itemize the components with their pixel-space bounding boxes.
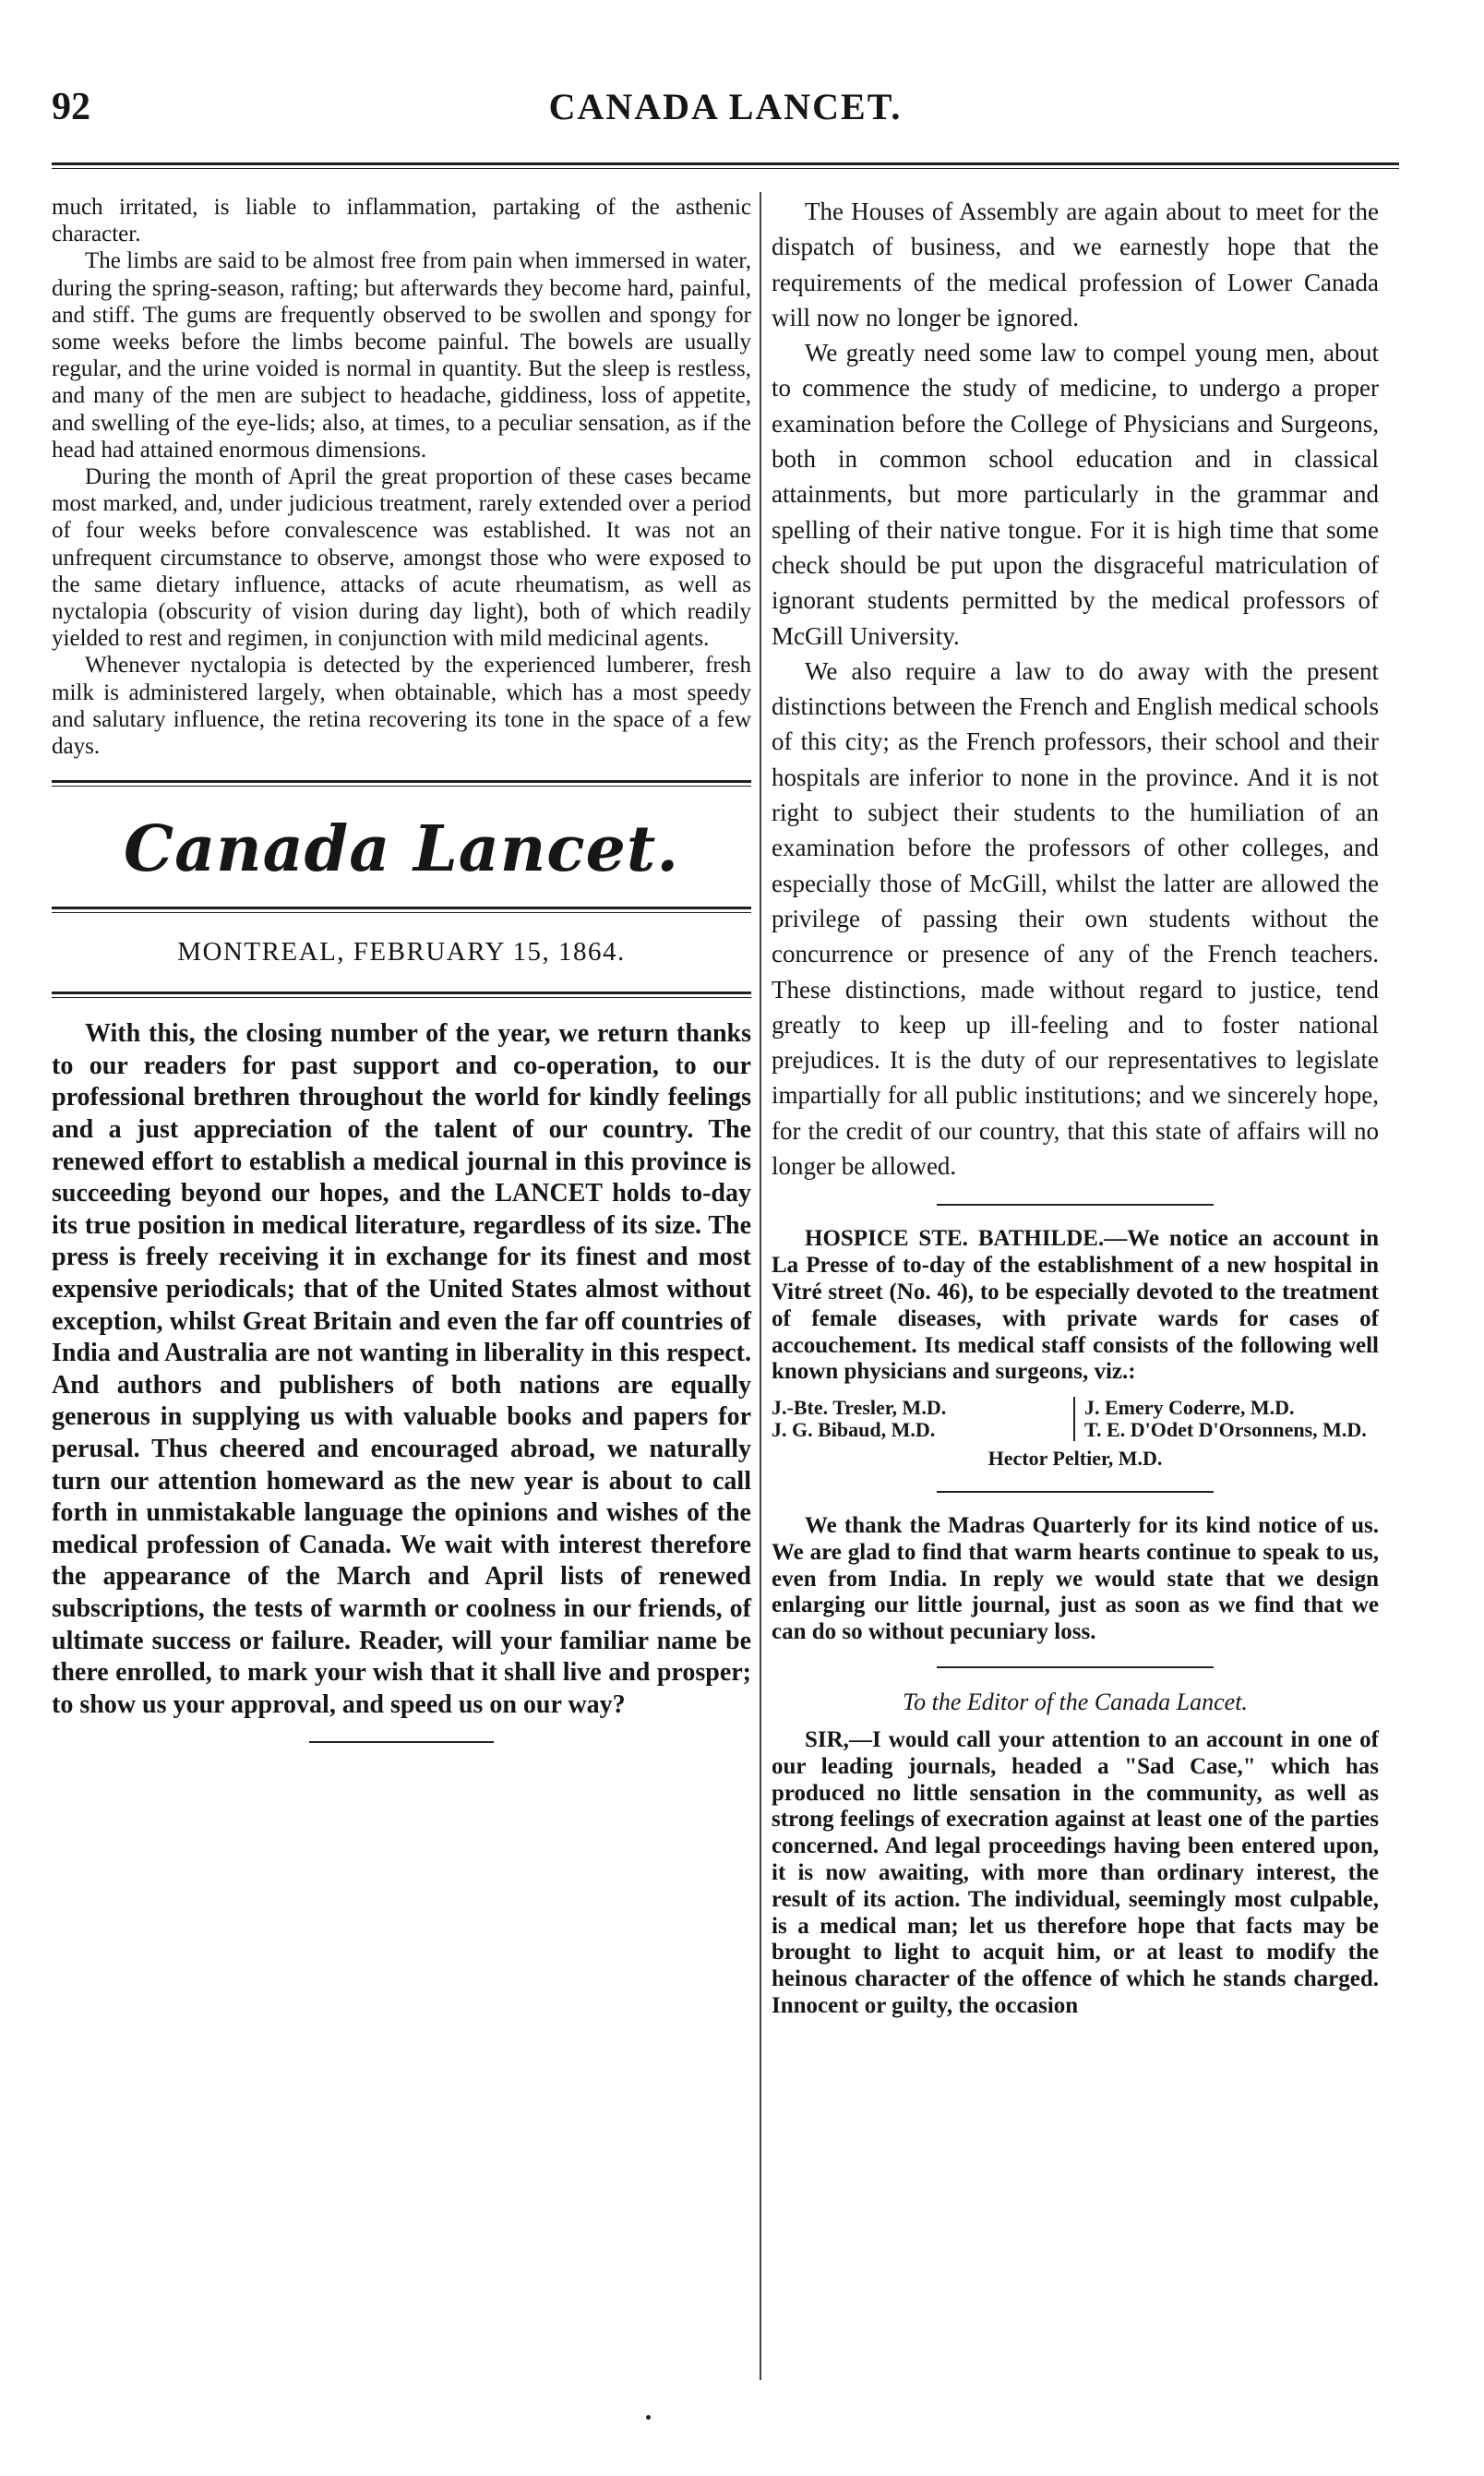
masthead-rule-bottom xyxy=(52,907,751,913)
letter-salutation: SIR, xyxy=(805,1727,849,1753)
left-column xyxy=(52,194,751,1763)
medical-staff-list xyxy=(772,1397,1379,1441)
page-header xyxy=(52,85,1399,137)
header-rule-thin xyxy=(52,168,1399,169)
section-rule xyxy=(937,1491,1214,1493)
hospice-notice xyxy=(772,1226,1379,1386)
letter-body xyxy=(772,1727,1379,2020)
column-divider xyxy=(760,192,761,2380)
article-continuation: much irritated, is liable to inflammation, partaking of the asthenic character. xyxy=(52,195,751,247)
letter-heading: To the Editor of the Canada Lancet. xyxy=(903,1689,1248,1716)
masthead-rule-top xyxy=(52,780,751,787)
article-paragraph: We greatly need some law to compel young men, about to commence the study of medicine, to undergo a proper examination before the College of Physicians and Surgeons, both in common school education and in classical attainments, but more particularly in the grammar and spelling of their native tongue. For it is high time that some check should be put upon the disgraceful matriculation of ignorant students permitted by the medical professors of McGill University. xyxy=(772,339,1379,650)
hospice-title: HOSPICE STE. BATHILDE. xyxy=(805,1226,1105,1252)
right-column xyxy=(772,194,1379,2020)
staff-name: Hector Peltier, M.D. xyxy=(987,1447,1163,1471)
staff-name: J. Emery Coderre, M.D. xyxy=(1084,1396,1295,1420)
page-dot xyxy=(646,2415,651,2420)
hospice-text: —We notice an account in La Presse of to-day of the establishment of a new hospital in Vitré street (No. 46), to be especially devoted to the treatment of female diseases, with private wards for cases of accouchement. Its medical staff consists of the following well known physicians and surgeons, viz.: xyxy=(772,1226,1379,1385)
article-paragraph: The limbs are said to be almost free from pain when immersed in water, during the spring-season, rafting; but afterwards they become hard, painful, and stiff. The gums are frequently observed to be swollen and spongy for some weeks before the limbs become painful. The bowels are usually regular, and the urine voided is normal in quantity. But the sleep is restless, and many of the men are subject to headache, giddiness, loss of appetite, and swelling of the eye-lids; also, at times, to a peculiar sensation, as if the head had attained enormous dimensions. xyxy=(52,248,751,463)
editorial-paragraph: With this, the closing number of the year, we return thanks to our readers for past support and co-operation, to our professional brethren throughout the world for kindly feelings and a just appreciation of the talent of our country. The renewed effort to establish a medical journal in this province is succeeding beyond our hopes, and the LANCET holds to-day its true position in medical literature, regardless of its size. The press is freely receiving it in exchange for its finest and most expensive periodicals; that of the United States almost without exception, whilst Great Britain and even the far off countries of India and Australia are not wanting in liberality in this respect. And authors and publishers of both nations are equally generous in supplying us with valuable books and papers for perusal. Thus cheered and encouraged abroad, we naturally turn our attention homeward as the new year is about to call forth in unmistakable language the opinions and wishes of the medical profession of Canada. We wait with interest therefore the appearance of the March and April lists of renewed subscriptions, the tests of warmth or coolness in our friends, of ultimate success or failure. Reader, will your familiar name be there enrolled, to mark your wish that it shall live and prosper; to show us your approval, and speed us on our way? xyxy=(52,1019,751,1719)
article-paragraph: We also require a law to do away with the present distinctions between the French and English medical schools of this city; as the French professors, their school and their hospitals are inferior to none in the province. And it is not right to subject their students to the humiliation of an examination before the professors of other colleges, and especially those of McGill, whilst the latter are allowed the privilege of passing their own students without the concurrence or presence of any of the French teachers. These distinctions, made without regard to justice, tend greatly to keep up ill-feeling and to foster national prejudices. It is the duty of our representatives to legislate impartially for all public institutions; and we sincerely hope, for the credit of our country, that this state of affairs will no longer be allowed. xyxy=(772,656,1379,1181)
end-rule xyxy=(309,1741,494,1743)
section-rule xyxy=(937,1204,1214,1206)
staff-column-left xyxy=(772,1397,1075,1441)
staff-name: J.-Bte. Tresler, M.D. xyxy=(772,1396,947,1420)
staff-name: T. E. D'Odet D'Orsonnens, M.D. xyxy=(1084,1418,1367,1442)
article-paragraph: The Houses of Assembly are again about to meet for the dispatch of business, and we earnestly hope that the requirements of the medical profession of Lower Canada will now no longer be ignored. xyxy=(772,198,1379,331)
staff-name: J. G. Bibaud, M.D. xyxy=(772,1418,936,1442)
staff-column-right xyxy=(1075,1397,1379,1441)
section-rule xyxy=(937,1666,1214,1668)
masthead-title: Canada Lancet. xyxy=(123,812,680,887)
madras-notice: We thank the Madras Quarterly for its kind notice of us. We are glad to find that warm hearts continue to speak to us, even from India. In reply we would state that we design enlarging our little journal, just as soon as we find that we can do so without pecuniary loss. xyxy=(772,1513,1379,1645)
dateline-rule xyxy=(52,992,751,998)
dateline: MONTREAL, FEBRUARY 15, 1864. xyxy=(177,937,626,968)
running-title: CANADA LANCET. xyxy=(548,86,903,127)
page-number: 92 xyxy=(52,86,90,128)
article-paragraph: During the month of April the great proportion of these cases became most marked, and, under judicious treatment, rarely extended over a period of four weeks before convalescence was established. It was not an unfrequent circumstance to observe, amongst those who were exposed to the same dietary influence, attacks of acute rheumatism, as well as nyctalopia (obscurity of vision during day light), both of which readily yielded to rest and regimen, in conjunction with mild medicinal agents. xyxy=(52,464,751,652)
article-paragraph: Whenever nyctalopia is detected by the experienced lumberer, fresh milk is administered largely, when obtainable, which has a most speedy and salutary influence, the retina recovering its tone in the space of a few days. xyxy=(52,653,751,760)
header-rule xyxy=(52,162,1399,165)
letter-text: —I would call your attention to an account in one of our leading journals, headed a "Sad Case," which has produced no little sensation in the community, as well as strong feelings of execration against at least one of the parties concerned. And legal proceedings having been entered upon, it is now awaiting, with more than ordinary interest, the result of its action. The individual, seemingly most culpable, is a medical man; let us therefore hope that facts may be brought to light to acquit him, or at least to modify the heinous character of the offence of which he stands charged. Innocent or guilty, the occasion xyxy=(772,1727,1379,2019)
